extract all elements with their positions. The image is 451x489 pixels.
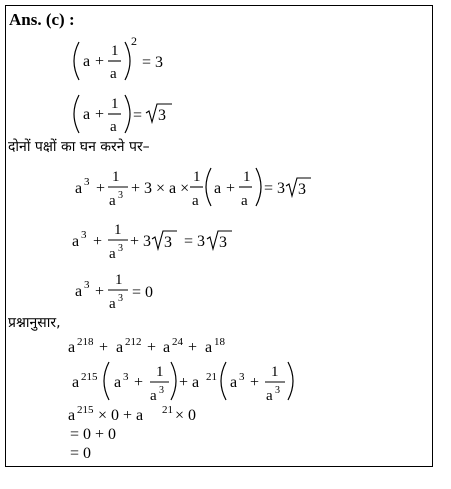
eq2-num: 1 [111,96,119,112]
eq4-den-exp: 3 [118,243,123,254]
eq7-exp1: 215 [81,371,98,383]
eq7-inner-a2: a [230,374,238,391]
eq8-rest1: × 0 + a [98,407,144,424]
eq1-plus: + [95,53,105,70]
eq2-root: 3 [158,107,166,124]
eq2-plus: + [95,106,105,123]
eq4-a-exp: 3 [81,229,87,241]
eq7-den1-exp: 3 [159,385,164,396]
eq3-den2: a [192,193,199,209]
eq8-a1: a [68,407,76,424]
eq8-exp1: 215 [77,404,94,416]
eq7-exp2: 21 [206,371,217,383]
eq3-plus1: + [96,180,106,197]
eq4-den: a [109,246,116,262]
eq3-num1: 1 [112,169,120,185]
eq5-plus: + [95,283,105,300]
eq7-num1: 1 [156,364,164,380]
eq7-inner-exp1: 3 [123,371,129,383]
eq3-rhs-root: 3 [298,181,306,198]
eq5-a-exp: 3 [84,279,90,291]
eq6-term3: a [163,339,171,356]
eq6-exp2: 212 [125,336,142,348]
eq7-inner-exp2: 3 [239,371,245,383]
eq4-a: a [72,233,80,250]
eq1-num: 1 [111,43,119,59]
eq3-den1: a [109,193,116,209]
eq9: = 0 + 0 [70,426,117,443]
eq3-plus3x: + 3 × a × [131,180,190,197]
eq6-exp3: 24 [172,336,183,348]
eq7-inner-plus1: + [134,374,144,391]
eq5-a: a [75,283,83,300]
eq3-a-exp: 3 [84,176,90,188]
eq8-exp2: 21 [162,404,173,416]
eq4-plus: + [93,233,103,250]
eq5-num: 1 [115,272,123,288]
eq7-inner-plus2: + [250,374,260,391]
eq5-rhs: = 0 [132,284,154,301]
eq7-num2: 1 [271,364,279,380]
eq4-rhs-root: 3 [219,234,227,251]
eq7-mid: + a [179,374,200,391]
eq3-inner-plus: + [226,180,236,197]
eq6-plus1: + [99,339,109,356]
eq4-rhs-eq: = 3 [184,233,206,250]
eq2-a: a [83,106,91,123]
eq7-a1: a [72,374,80,391]
eq4-num: 1 [114,222,122,238]
question-note: प्रश्नानुसार, [8,315,61,331]
eq5-den-exp: 3 [118,293,123,304]
eq2-eq: = [133,107,143,124]
eq4-plus3: + 3 [130,233,152,250]
cube-note: दोनों पक्षों का घन करने पर– [8,139,150,155]
answer-heading: Ans. (c) : [9,10,75,29]
eq1-rhs: = 3 [142,54,164,71]
eq6-plus3: + [188,339,198,356]
eq6-exp4: 18 [214,336,225,348]
eq4-root: 3 [164,234,172,251]
eq3-inner-num: 1 [243,169,251,185]
eq6-exp1: 218 [77,336,94,348]
eq3-num2: 1 [193,169,201,185]
eq3-inner-a: a [214,180,222,197]
eq1-power: 2 [131,34,137,48]
eq6-term4: a [205,339,213,356]
eq8-rest2: × 0 [175,407,197,424]
eq3-a: a [75,180,83,197]
eq7-inner-a1: a [114,374,122,391]
eq2-den: a [110,119,117,135]
eq3-den1-exp: 3 [118,190,123,201]
eq6-term1: a [68,339,76,356]
eq6-plus2: + [147,339,157,356]
eq7-den1: a [150,388,157,404]
eq3-rhs-eq: = 3 [264,180,286,197]
eq6-term2: a [116,339,124,356]
eq3-inner-den: a [241,193,248,209]
eq7-den2-exp: 3 [275,385,280,396]
eq1-den: a [110,66,117,82]
eq7-den2: a [266,388,273,404]
eq10: = 0 [70,445,92,462]
eq1-a: a [83,53,91,70]
eq5-den: a [109,296,116,312]
